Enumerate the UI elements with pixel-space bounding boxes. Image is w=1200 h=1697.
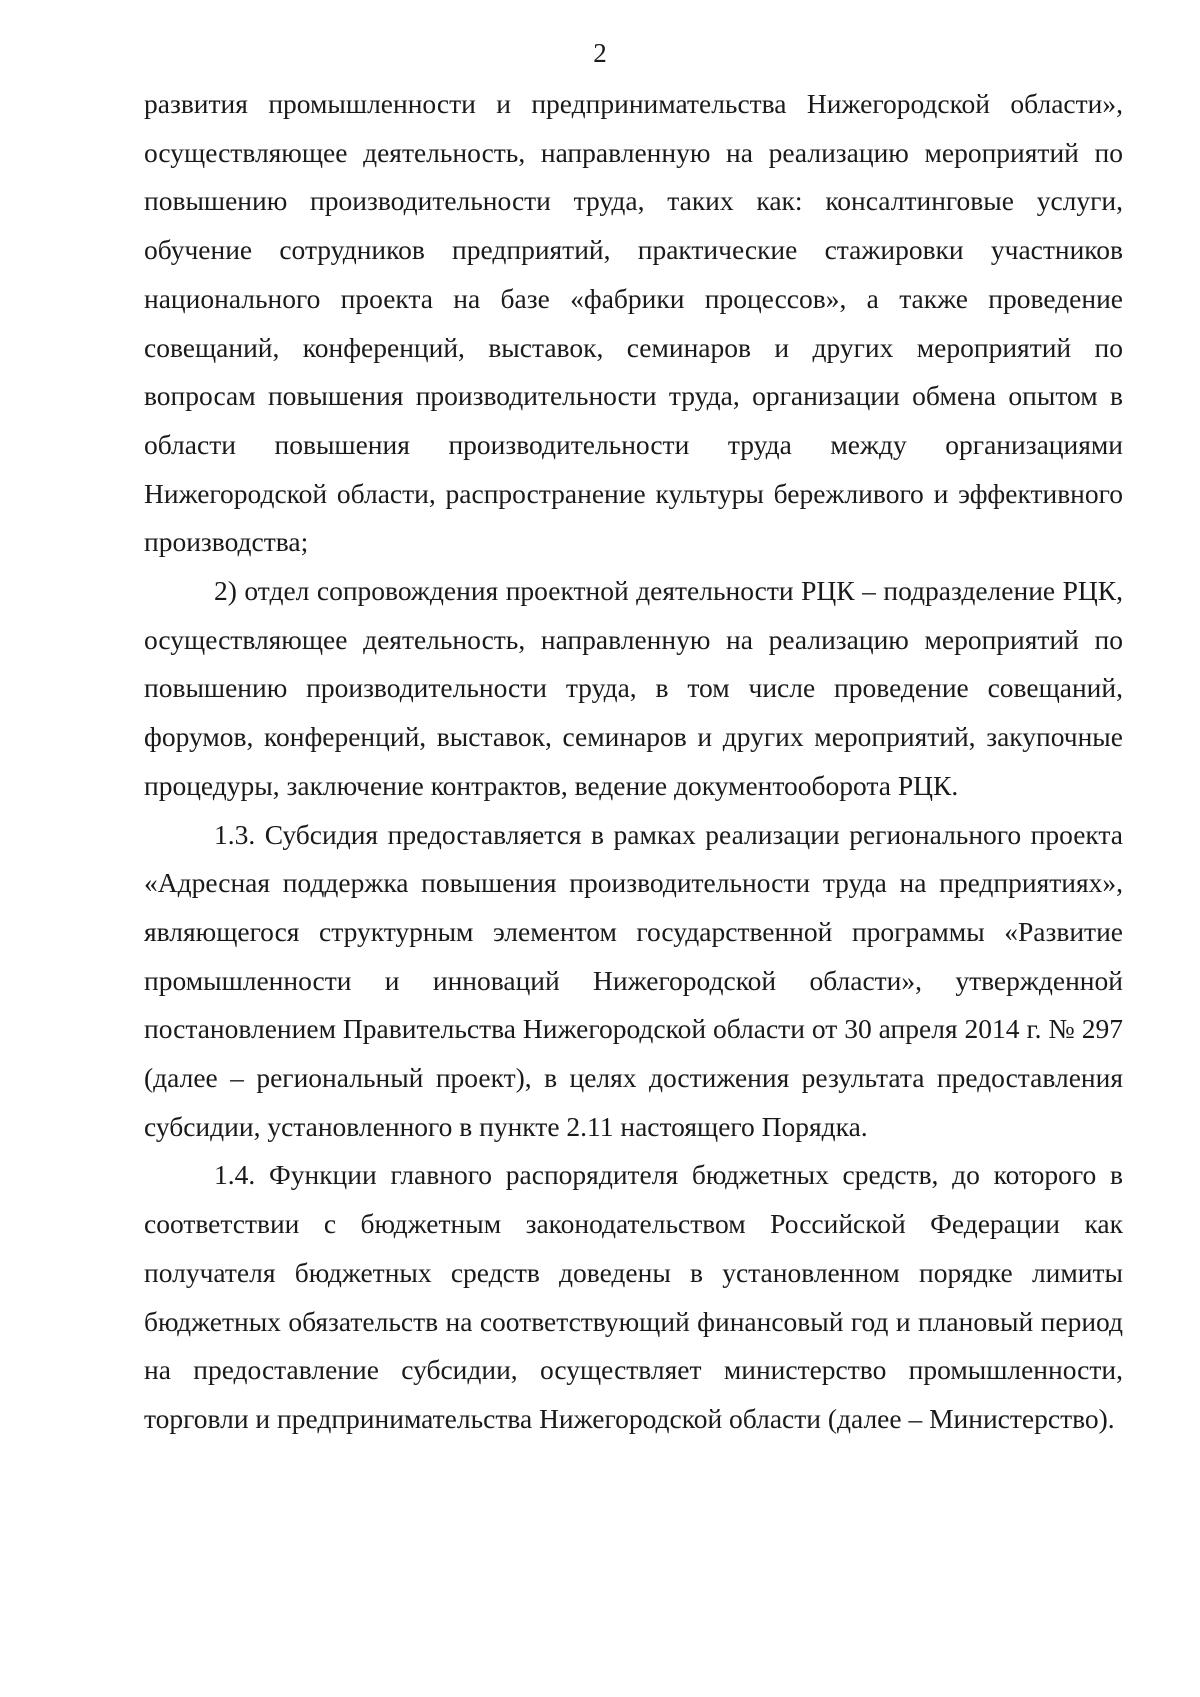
- page-number: 2: [593, 38, 607, 68]
- paragraph-item-2: 2) отдел сопровождения проектной деятельности РЦК – подразделение РЦК, осуществляющее деятельность, направленную на реализацию мероприятий по повышению производительности труда, в том числе проведение совещаний, форумов, конференций, выставок, семинаров и других мероприятий, закупочные процедуры, заключение контрактов, ведение документооборота РЦК.: [144, 575, 1123, 801]
- paragraph-1-4: 1.4. Функции главного распорядителя бюджетных средств, до которого в соответствии с бюджетным законодательством Российской Федерации как получателя бюджетных средств доведены в установленном порядке лимиты бюджетных обязательств на соответствующий финансовый год и плановый период на предоставление субсидии, осуществляет министерство промышленности, торговли и предпринимательства Нижегородской области (далее – Министерство).: [144, 1159, 1123, 1434]
- paragraph-1-3: 1.3. Субсидия предоставляется в рамках реализации регионального проекта «Адресная поддержка повышения производительности труда на предприятиях», являющегося структурным элементом государственной программы «Развитие промышленности и инноваций Нижегородской области», утвержденной постановлением Правительства Нижегородской области от 30 апреля 2014 г. № 297 (далее – региональный проект), в целях достижения результата предоставления субсидии, установленного в пункте 2.11 настоящего Порядка.: [144, 818, 1123, 1142]
- document-body: [144, 80, 1123, 1444]
- paragraph-continuation: развития промышленности и предпринимательства Нижегородской области», осуществляющее деятельность, направленную на реализацию мероприятий по повышению производительности труда, таких как: консалтинговые услуги, обучение сотрудников предприятий, практические стажировки участников национального проекта на базе «фабрики процессов», а также проведение совещаний, конференций, выставок, семинаров и других мероприятий по вопросам повышения производительности труда, организации обмена опытом в области повышения производительности труда между организациями Нижегородской области, распространение культуры бережливого и эффективного производства;: [144, 88, 1123, 558]
